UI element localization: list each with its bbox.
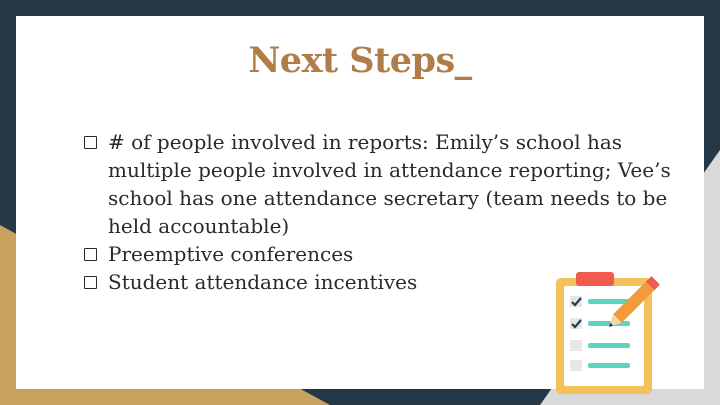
square-bullet-icon xyxy=(84,276,97,289)
clipboard-checklist-pencil-icon xyxy=(552,268,676,396)
square-bullet-icon xyxy=(84,136,97,149)
bullet-text: Preemptive conferences xyxy=(108,242,354,266)
bullet-item xyxy=(84,240,674,268)
bullet-item xyxy=(84,128,674,240)
slide-title: Next Steps_ xyxy=(248,40,472,81)
bullet-text: # of people involved in reports: Emily’s school has multiple people involved in attendance reporting; Vee’s school has one attendance secretary (team needs to be held accountable) xyxy=(108,130,671,238)
square-bullet-icon xyxy=(84,248,97,261)
bullet-text: Student attendance incentives xyxy=(108,270,418,294)
